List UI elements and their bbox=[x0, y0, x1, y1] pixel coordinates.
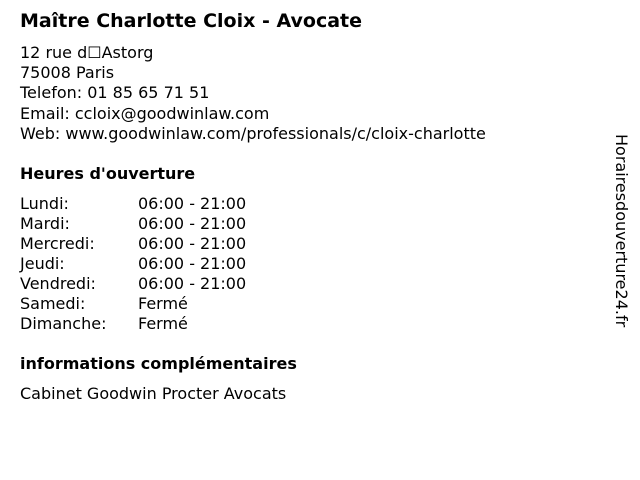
hours-row-tuesday bbox=[20, 214, 246, 234]
page-title: Maître Charlotte Cloix - Avocate bbox=[20, 10, 362, 32]
contact-block bbox=[20, 43, 486, 144]
hours-row-thursday bbox=[20, 254, 246, 274]
brand-watermark: Horairesdouverture24.fr bbox=[612, 134, 631, 328]
phone-line: Telefon: 01 85 65 71 51 bbox=[20, 83, 210, 103]
day-label: Vendredi: bbox=[20, 274, 96, 293]
day-hours: Fermé bbox=[138, 294, 188, 313]
opening-hours-table bbox=[20, 194, 246, 334]
day-hours: 06:00 - 21:00 bbox=[138, 234, 247, 253]
day-label: Jeudi: bbox=[20, 254, 65, 273]
additional-info-text: Cabinet Goodwin Procter Avocats bbox=[20, 384, 287, 403]
address-street: 12 rue d☐Astorg bbox=[20, 43, 154, 62]
day-hours: Fermé bbox=[138, 314, 188, 333]
day-hours: 06:00 - 21:00 bbox=[138, 194, 247, 213]
day-label: Mercredi: bbox=[20, 234, 95, 253]
email-line: Email: ccloix@goodwinlaw.com bbox=[20, 103, 270, 123]
opening-hours-heading: Heures d'ouverture bbox=[20, 164, 196, 183]
day-label: Samedi: bbox=[20, 294, 86, 313]
day-hours: 06:00 - 21:00 bbox=[138, 214, 247, 233]
address-city: 75008 Paris bbox=[20, 63, 115, 83]
day-label: Lundi: bbox=[20, 194, 69, 213]
day-label: Dimanche: bbox=[20, 314, 107, 333]
additional-info-heading: informations complémentaires bbox=[20, 354, 297, 373]
website-line: Web: www.goodwinlaw.com/professionals/c/cloix-charlotte bbox=[20, 123, 486, 143]
hours-row-sunday bbox=[20, 314, 246, 334]
hours-row-wednesday bbox=[20, 234, 246, 254]
day-hours: 06:00 - 21:00 bbox=[138, 254, 247, 273]
hours-row-friday bbox=[20, 274, 246, 294]
hours-row-saturday bbox=[20, 294, 246, 314]
day-label: Mardi: bbox=[20, 214, 70, 233]
hours-row-monday bbox=[20, 194, 246, 214]
day-hours: 06:00 - 21:00 bbox=[138, 274, 247, 293]
